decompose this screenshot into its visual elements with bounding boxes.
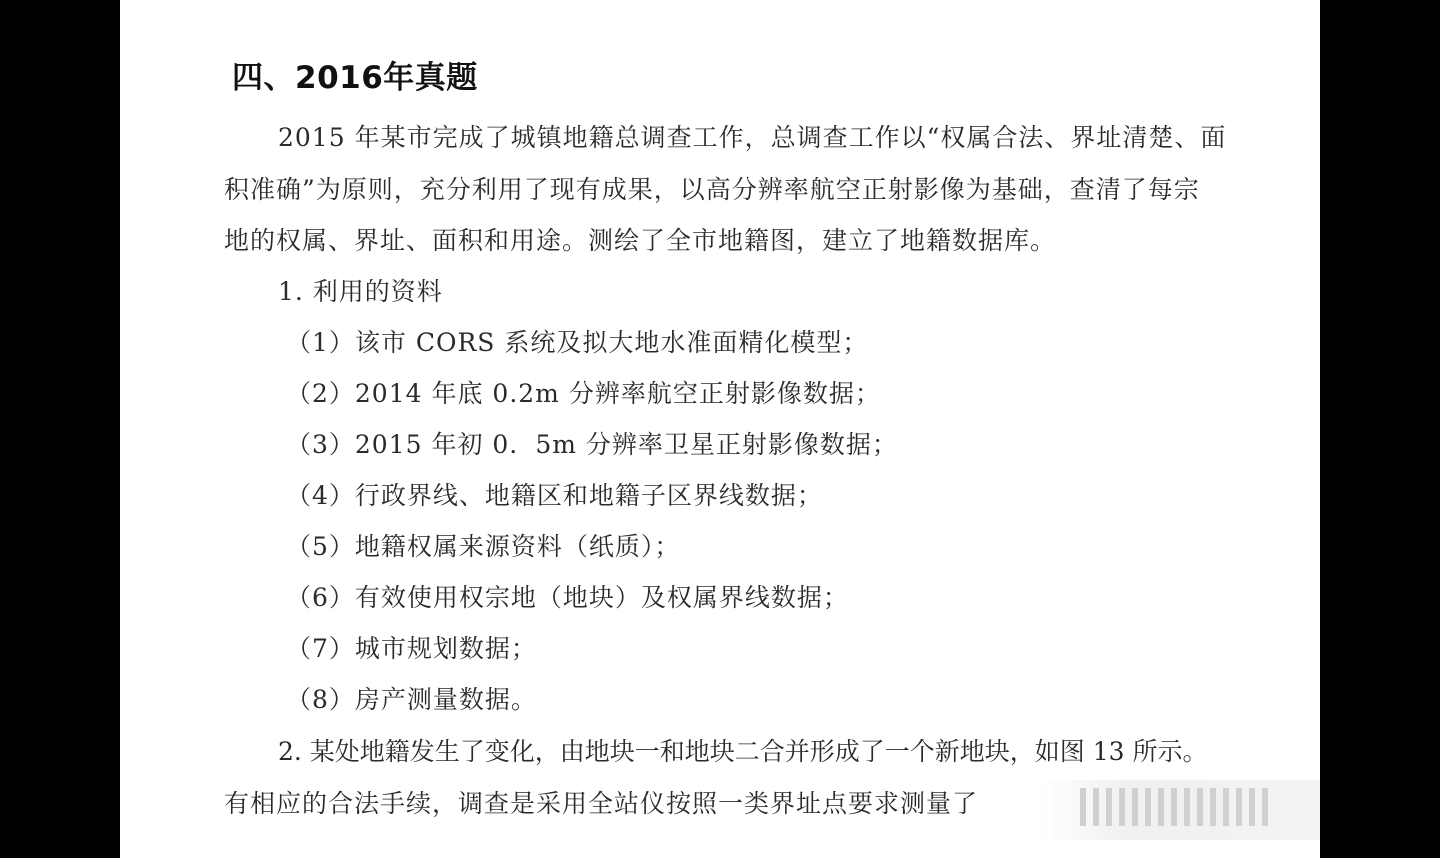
watermark-bars — [1080, 788, 1275, 830]
list-item: （5）地籍权属来源资料（纸质）； — [286, 532, 681, 561]
list-item: （1）该市 CORS 系统及拟大地水准面精化模型； — [286, 328, 869, 357]
list-item: （2）2014 年底 0.2m 分辨率航空正射影像数据； — [286, 379, 881, 408]
paragraph-line: 地的权属、界址、面积和用途。测绘了全市地籍图，建立了地籍数据库。 — [224, 226, 1057, 255]
list-item: （6）有效使用权宗地（地块）及权属界线数据； — [286, 583, 849, 612]
paragraph-line: 2015 年某市完成了城镇地籍总调查工作，总调查工作以“权属合法、界址清楚、面 — [278, 123, 1227, 152]
paragraph-line: 2. 某处地籍发生了变化，由地块一和地块二合并形成了一个新地块，如图 13 所示。 — [278, 737, 1208, 766]
paragraph-line: 有相应的合法手续，调查是采用全站仪按照一类界址点要求测量了 — [224, 789, 979, 818]
section-title: 四、2016年真题 — [232, 60, 478, 96]
list-item: （8）房产测量数据。 — [286, 685, 537, 714]
list-item: （3）2015 年初 0．5m 分辨率卫星正射影像数据； — [286, 430, 898, 459]
document-page — [120, 0, 1320, 858]
section-heading: 1. 利用的资料 — [278, 277, 443, 306]
list-item: （7）城市规划数据； — [286, 634, 537, 663]
paragraph-line: 积准确”为原则，充分利用了现有成果，以高分辨率航空正射影像为基础，查清了每宗 — [224, 175, 1200, 204]
list-item: （4）行政界线、地籍区和地籍子区界线数据； — [286, 481, 823, 510]
